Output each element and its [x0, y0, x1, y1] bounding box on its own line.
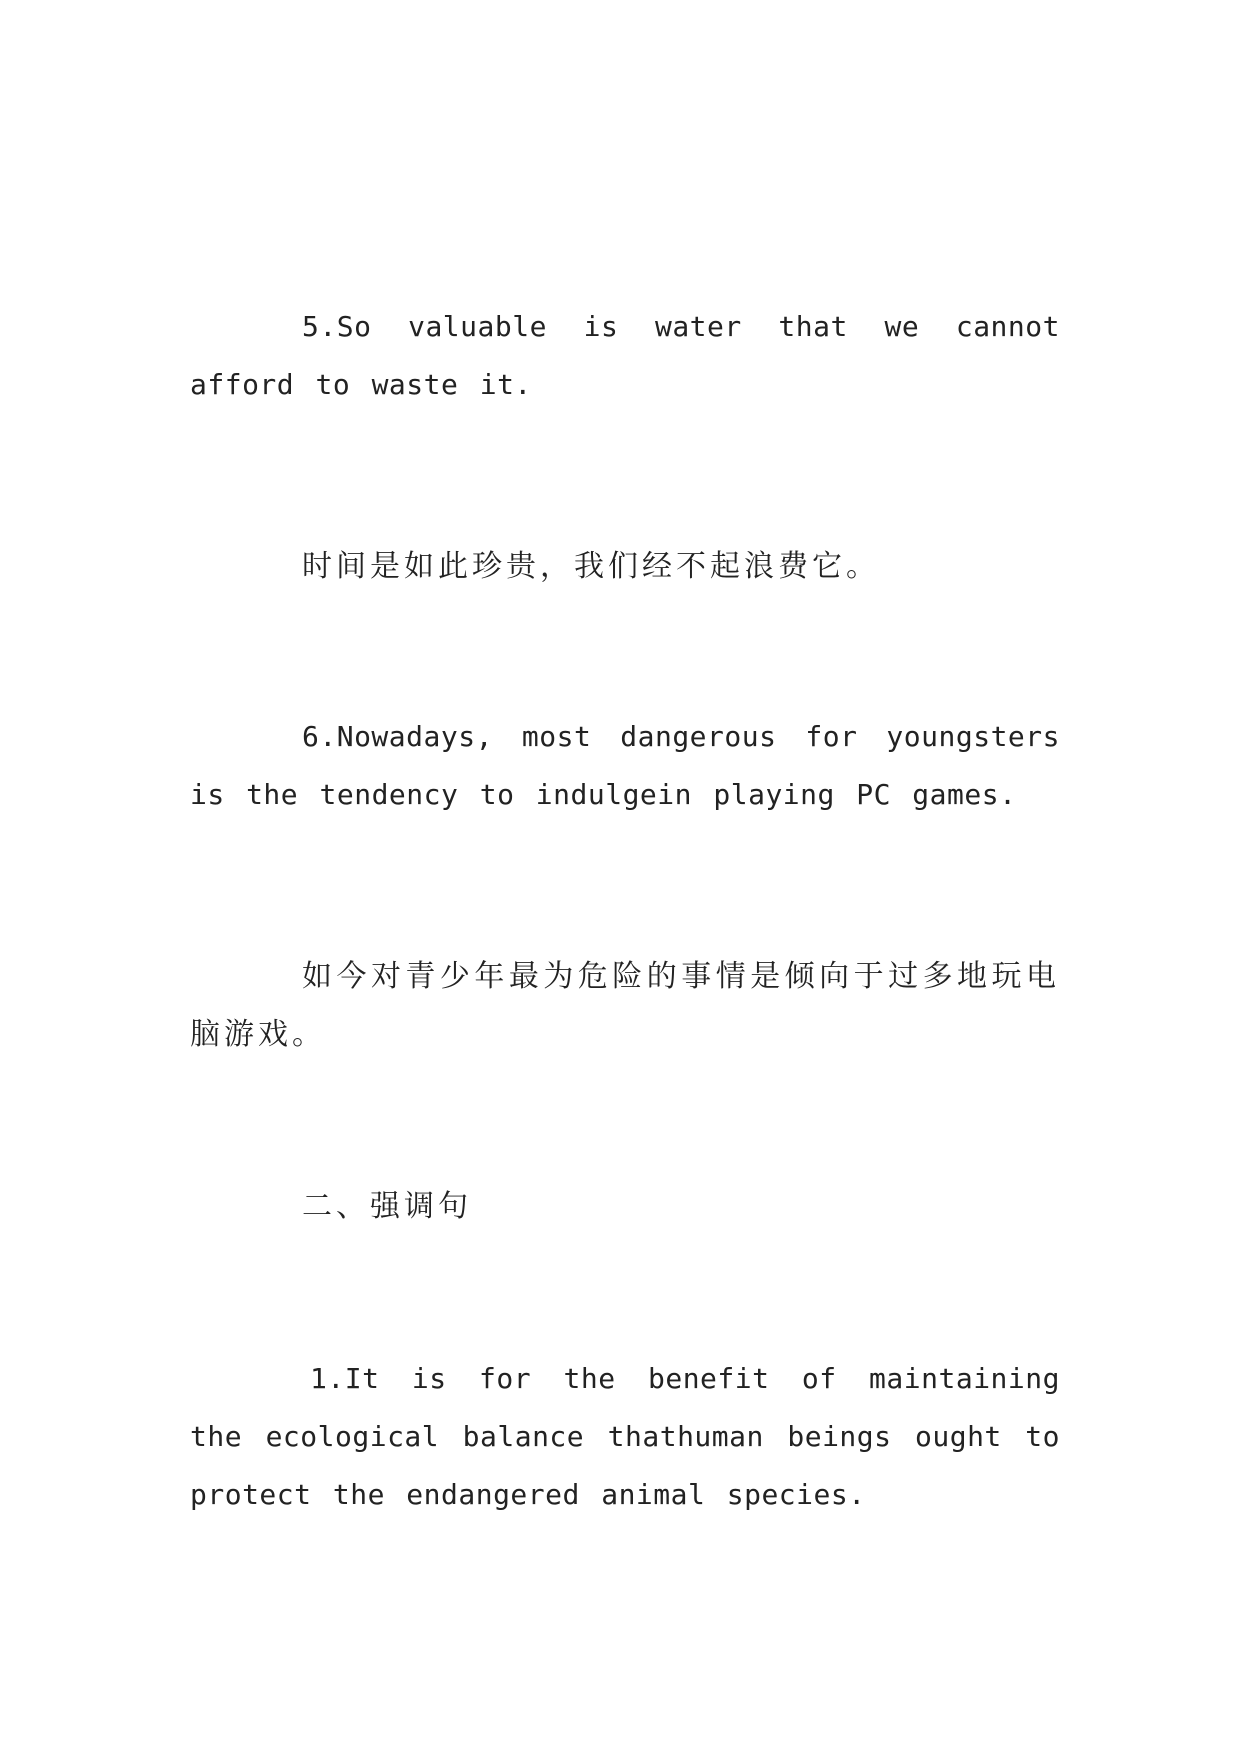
paragraph-example-6-english: 6.Nowadays, most dangerous for youngsters is the tendency to indulgein playing PC games.: [190, 720, 1060, 811]
paragraph-example-5-chinese: 时间是如此珍贵，我们经不起浪费它。: [302, 549, 880, 584]
paragraph-emphatic-example-1-english: 1.It is for the benefit of maintaining the ecological balance thathuman beings ought to protect the endangered animal species.: [190, 1362, 1060, 1511]
paragraph-example-6-chinese: 如今对青少年最为危险的事情是倾向于过多地玩电脑游戏。: [190, 959, 1060, 1052]
paragraph-example-5-english: 5.So valuable is water that we cannot afford to waste it.: [190, 310, 1060, 401]
section-heading-emphatic-sentences: 二、强调句: [302, 1189, 472, 1224]
